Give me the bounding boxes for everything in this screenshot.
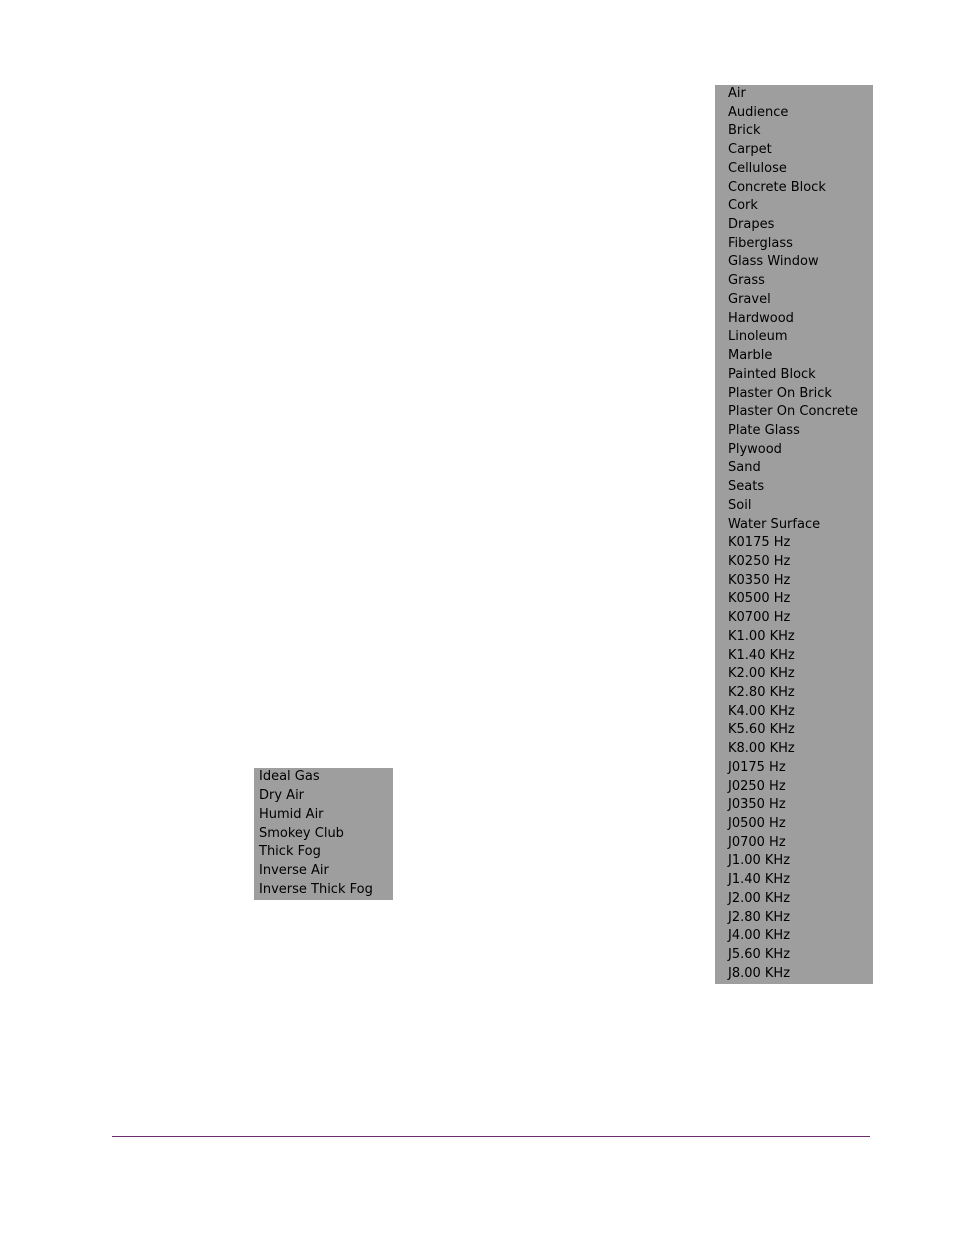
menu-item-k0700-hz[interactable]: K0700 Hz (728, 610, 791, 626)
menu-item-k8-00-khz[interactable]: K8.00 KHz (728, 741, 795, 757)
menu-item-gravel[interactable]: Gravel (728, 291, 771, 307)
menu-item-dry-air[interactable]: Dry Air (259, 787, 305, 803)
menu-item-carpet[interactable]: Carpet (728, 142, 772, 158)
menu-item-j2-00-khz[interactable]: J2.00 KHz (728, 890, 791, 906)
menu-item-sand[interactable]: Sand (728, 460, 761, 476)
atmospheres-menu (254, 768, 393, 900)
menu-item-concrete-block[interactable]: Concrete Block (728, 179, 826, 195)
menu-item-j4-00-khz[interactable]: J4.00 KHz (728, 928, 791, 944)
menu-item-ideal-gas[interactable]: Ideal Gas (259, 769, 320, 784)
materials-menu (715, 85, 873, 984)
menu-item-marble[interactable]: Marble (728, 348, 773, 364)
menu-item-k0250-hz[interactable]: K0250 Hz (728, 553, 791, 569)
menu-item-linoleum[interactable]: Linoleum (728, 329, 788, 345)
menu-item-thick-fog[interactable]: Thick Fog (259, 844, 321, 860)
menu-item-brick[interactable]: Brick (728, 123, 761, 139)
menu-item-k0350-hz[interactable]: K0350 Hz (728, 572, 791, 588)
menu-item-k5-60-khz[interactable]: K5.60 KHz (728, 722, 795, 738)
menu-item-hardwood[interactable]: Hardwood (728, 310, 794, 326)
menu-item-j0700-hz[interactable]: J0700 Hz (728, 834, 786, 850)
menu-item-soil[interactable]: Soil (728, 497, 752, 513)
menu-item-j2-80-khz[interactable]: J2.80 KHz (728, 909, 791, 925)
menu-item-inverse-thick-fog[interactable]: Inverse Thick Fog (259, 882, 373, 898)
menu-item-k1-00-khz[interactable]: K1.00 KHz (728, 628, 795, 644)
menu-item-drapes[interactable]: Drapes (728, 217, 775, 233)
menu-item-k2-00-khz[interactable]: K2.00 KHz (728, 666, 795, 682)
menu-item-water-surface[interactable]: Water Surface (728, 516, 821, 532)
menu-item-j0500-hz[interactable]: J0500 Hz (728, 816, 786, 832)
menu-item-plate-glass[interactable]: Plate Glass (728, 422, 800, 438)
menu-item-grass[interactable]: Grass (728, 273, 765, 289)
menu-item-k4-00-khz[interactable]: K4.00 KHz (728, 703, 795, 719)
menu-item-k0500-hz[interactable]: K0500 Hz (728, 591, 791, 607)
menu-item-painted-block[interactable]: Painted Block (728, 366, 816, 382)
menu-item-k1-40-khz[interactable]: K1.40 KHz (728, 647, 795, 663)
menu-item-j0350-hz[interactable]: J0350 Hz (728, 797, 786, 813)
menu-item-cork[interactable]: Cork (728, 198, 758, 214)
menu-item-air[interactable]: Air (728, 86, 746, 101)
menu-item-smokey-club[interactable]: Smokey Club (259, 825, 344, 841)
menu-item-plaster-on-concrete[interactable]: Plaster On Concrete (728, 404, 858, 420)
menu-item-inverse-air[interactable]: Inverse Air (259, 863, 329, 879)
menu-item-k0175-hz[interactable]: K0175 Hz (728, 535, 791, 551)
menu-item-fiberglass[interactable]: Fiberglass (728, 235, 793, 251)
menu-item-glass-window[interactable]: Glass Window (728, 254, 819, 270)
menu-item-humid-air[interactable]: Humid Air (259, 806, 324, 822)
menu-item-audience[interactable]: Audience (728, 104, 789, 120)
menu-item-plywood[interactable]: Plywood (728, 441, 782, 457)
menu-item-j1-00-khz[interactable]: J1.00 KHz (728, 853, 791, 869)
menu-item-j0250-hz[interactable]: J0250 Hz (728, 778, 786, 794)
menu-item-seats[interactable]: Seats (728, 479, 765, 495)
menu-item-plaster-on-brick[interactable]: Plaster On Brick (728, 385, 832, 401)
menu-item-j0175-hz[interactable]: J0175 Hz (728, 759, 786, 775)
menu-item-j1-40-khz[interactable]: J1.40 KHz (728, 872, 791, 888)
menu-item-j5-60-khz[interactable]: J5.60 KHz (728, 947, 791, 963)
menu-item-j8-00-khz[interactable]: J8.00 KHz (728, 965, 791, 981)
footer-divider (112, 1136, 870, 1137)
menu-item-k2-80-khz[interactable]: K2.80 KHz (728, 685, 795, 700)
menu-item-cellulose[interactable]: Cellulose (728, 160, 787, 176)
